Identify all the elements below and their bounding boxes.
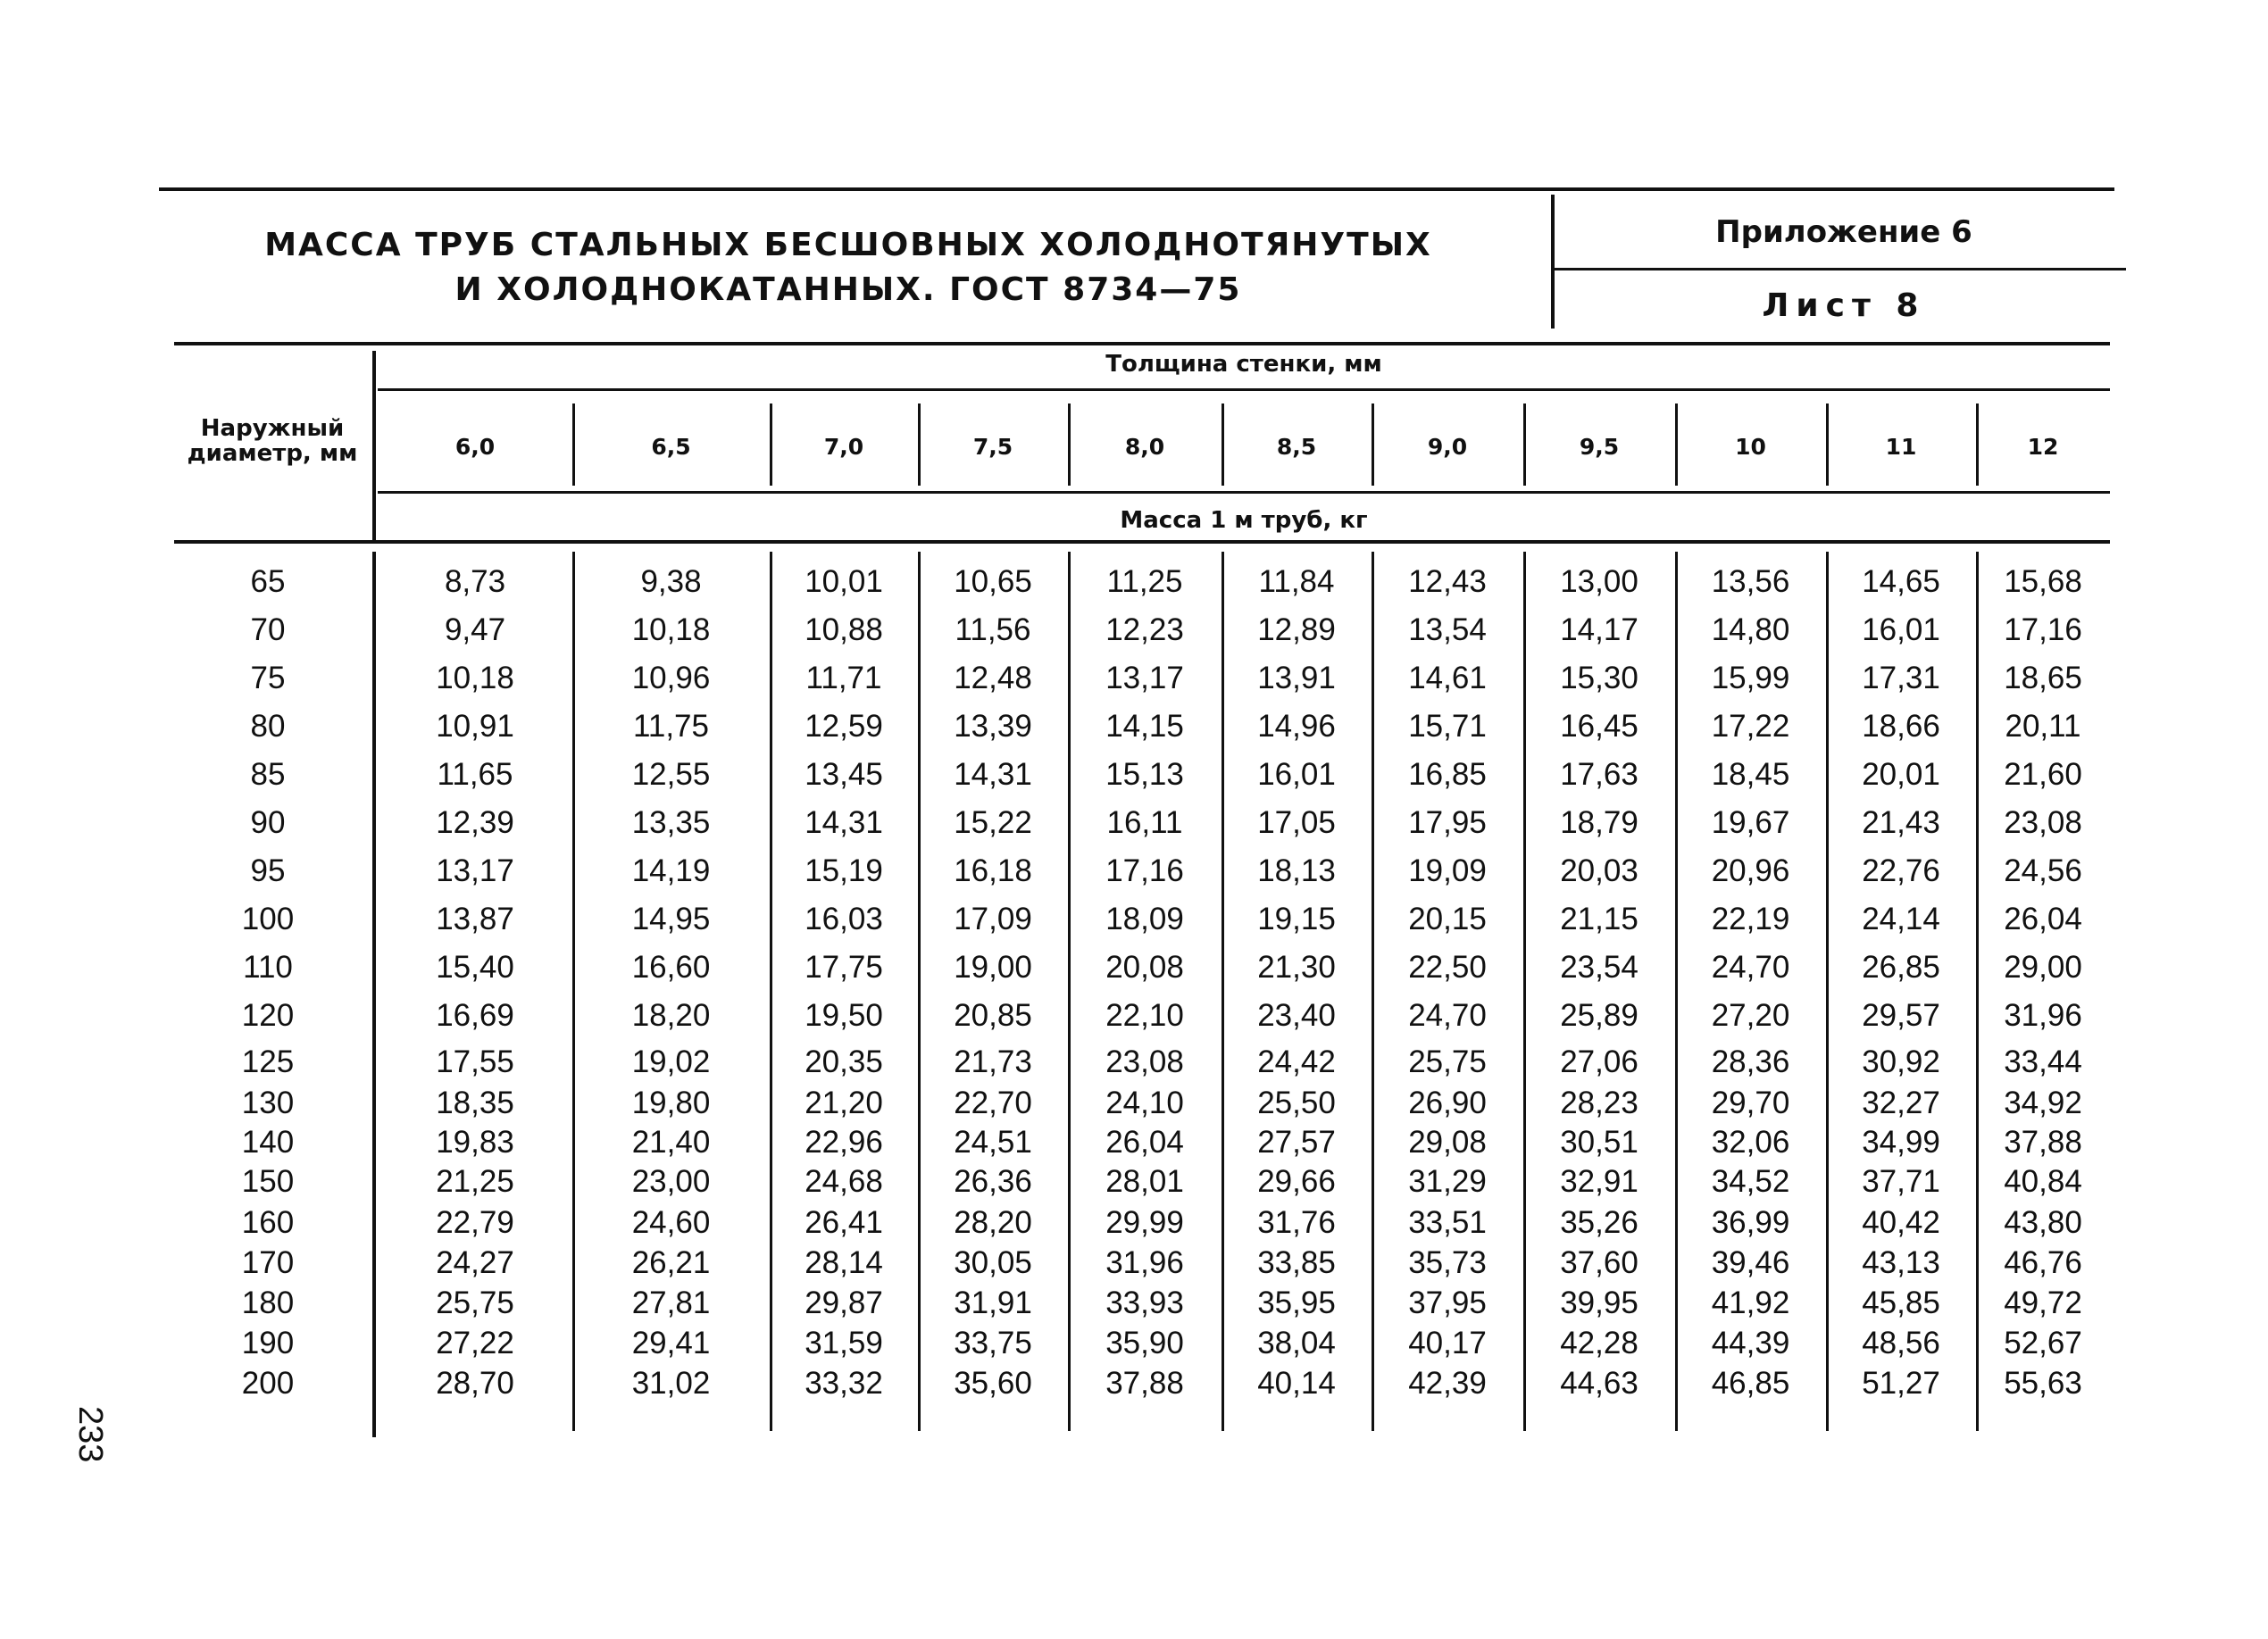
mass-cell: 27,81 [631,1285,711,1320]
mass-cell: 10,88 [805,612,883,647]
column-divider-header [1068,404,1071,486]
thickness-column-header: 7,0 [823,434,864,460]
mass-cell: 29,70 [1711,1086,1790,1120]
mass-cell: 17,75 [805,950,883,985]
mass-cell: 22,50 [1408,950,1487,985]
mass-cell: 19,02 [631,1044,711,1079]
mass-cell: 11,56 [955,612,1031,647]
mass-cell: 19,15 [1257,902,1336,936]
mass-cell: 28,20 [954,1205,1032,1240]
mass-cell: 28,14 [805,1245,883,1280]
mass-cell: 46,76 [2004,1245,2082,1280]
mass-cell: 20,08 [1105,950,1184,985]
sheet-label: Лист 8 [1762,287,1926,324]
outer-diameter-cell: 125 [241,1044,295,1079]
mass-cell: 33,85 [1257,1245,1336,1280]
mass-cell: 11,84 [1258,564,1335,599]
mass-cell: 18,66 [1862,709,1940,744]
mass-cell: 18,13 [1257,853,1336,888]
mass-cell: 21,43 [1862,805,1940,840]
mass-cell: 38,04 [1257,1326,1336,1360]
wall-thickness-header: Толщина стенки, мм [1105,351,1382,378]
column-divider-header [770,404,772,486]
mass-cell: 18,35 [436,1086,514,1120]
column-divider-body [572,552,575,1431]
column-divider-header [572,404,575,486]
mass-cell: 26,36 [954,1164,1032,1199]
mass-cell: 35,73 [1408,1245,1487,1280]
mass-cell: 10,96 [631,661,711,695]
mass-cell: 30,05 [954,1245,1032,1280]
mass-cell: 24,51 [954,1125,1032,1160]
mass-cell: 24,68 [805,1164,883,1199]
mass-cell: 17,55 [436,1044,514,1079]
thickness-column-header: 11 [1885,434,1917,460]
mass-cell: 12,39 [436,805,514,840]
mass-cell: 25,75 [1408,1044,1487,1079]
row-header-divider [372,351,376,540]
mass-cell: 20,15 [1408,902,1487,936]
mass-cell: 20,03 [1560,853,1638,888]
mass-cell: 24,70 [1408,998,1487,1033]
mass-cell: 21,25 [436,1164,514,1199]
mass-cell: 24,10 [1105,1086,1184,1120]
mass-cell: 23,00 [631,1164,711,1199]
mass-cell: 20,85 [954,998,1032,1033]
outer-diameter-cell: 120 [241,998,295,1033]
mass-cell: 44,63 [1560,1366,1638,1401]
mass-cell: 19,50 [805,998,883,1033]
row-header-text: Наружный диаметр, мм [187,415,358,467]
mass-cell: 16,60 [631,950,711,985]
mass-cell: 12,48 [954,661,1032,695]
mass-cell: 11,65 [437,757,513,792]
mass-cell: 40,17 [1408,1326,1487,1360]
mass-header: Масса 1 м труб, кг [1120,507,1368,534]
mass-cell: 32,27 [1862,1086,1940,1120]
mass-cell: 19,67 [1711,805,1790,840]
mass-cell: 22,70 [954,1086,1032,1120]
mass-cell: 17,22 [1711,709,1790,744]
mass-cell: 18,09 [1105,902,1184,936]
thickness-column-header: 8,5 [1276,434,1317,460]
column-divider-body [1222,552,1224,1431]
mass-cell: 29,57 [1862,998,1940,1033]
mass-cell: 35,90 [1105,1326,1184,1360]
mass-cell: 34,52 [1711,1164,1790,1199]
mass-cell: 26,04 [1105,1125,1184,1160]
column-divider-body [1976,552,1979,1431]
thickness-column-header: 10 [1735,434,1766,460]
mass-cell: 13,00 [1560,564,1638,599]
mass-cell: 16,85 [1408,757,1487,792]
mass-cell: 13,35 [631,805,711,840]
mass-cell: 30,51 [1560,1125,1638,1160]
mass-cell: 18,45 [1711,757,1790,792]
mass-cell: 32,06 [1711,1125,1790,1160]
outer-diameter-cell: 180 [241,1285,295,1320]
mass-cell: 21,20 [805,1086,883,1120]
mass-cell: 20,35 [805,1044,883,1079]
mass-cell: 14,96 [1257,709,1336,744]
page-number: 233 [71,1406,109,1463]
mass-cell: 10,01 [805,564,883,599]
outer-diameter-cell: 90 [250,805,286,840]
mass-cell: 13,17 [436,853,514,888]
mass-cell: 29,08 [1408,1125,1487,1160]
mass-cell: 25,50 [1257,1086,1336,1120]
mass-cell: 31,59 [805,1326,883,1360]
outer-diameter-cell: 170 [241,1245,295,1280]
mass-cell: 29,00 [2004,950,2082,985]
mass-cell: 33,93 [1105,1285,1184,1320]
mass-cell: 39,46 [1711,1245,1790,1280]
mass-cell: 15,22 [954,805,1032,840]
column-divider-header [1222,404,1224,486]
column-divider-body [1523,552,1526,1431]
mass-cell: 21,60 [2004,757,2082,792]
mass-cell: 12,89 [1257,612,1336,647]
mass-cell: 20,01 [1862,757,1940,792]
mass-cell: 10,18 [436,661,514,695]
mass-cell: 20,96 [1711,853,1790,888]
mass-cell: 15,13 [1105,757,1184,792]
column-divider-body [1675,552,1678,1431]
mass-cell: 35,60 [954,1366,1032,1401]
mass-cell: 42,39 [1408,1366,1487,1401]
mass-cell: 25,89 [1560,998,1638,1033]
mass-cell: 14,17 [1560,612,1638,647]
mass-cell: 27,57 [1257,1125,1336,1160]
mass-cell: 14,31 [954,757,1032,792]
mass-cell: 15,68 [2004,564,2082,599]
mass-cell: 14,19 [631,853,711,888]
mass-cell: 13,45 [805,757,883,792]
outer-diameter-cell: 200 [241,1366,295,1401]
mass-cell: 27,22 [436,1326,514,1360]
title-line-2: И ХОЛОДНОКАТАННЫХ. ГОСТ 8734—75 [454,271,1242,308]
mass-cell: 16,01 [1862,612,1940,647]
mass-cell: 34,92 [2004,1086,2082,1120]
mass-cell: 39,95 [1560,1285,1638,1320]
mass-cell: 9,47 [444,612,506,647]
column-divider-header [1675,404,1678,486]
mass-cell: 13,91 [1257,661,1336,695]
mass-cell: 40,42 [1862,1205,1940,1240]
mass-cell: 13,56 [1711,564,1790,599]
mass-cell: 27,20 [1711,998,1790,1033]
mass-cell: 15,19 [805,853,883,888]
mass-cell: 26,41 [805,1205,883,1240]
outer-diameter-cell: 190 [241,1326,295,1360]
mass-cell: 23,40 [1257,998,1336,1033]
mass-cell: 31,96 [1105,1245,1184,1280]
outer-diameter-cell: 150 [241,1164,295,1199]
mass-cell: 11,25 [1106,564,1183,599]
mass-cell: 34,99 [1862,1125,1940,1160]
mass-cell: 31,91 [954,1285,1032,1320]
mass-cell: 8,73 [444,564,506,599]
mass-cell: 19,83 [436,1125,514,1160]
mass-cell: 10,65 [954,564,1032,599]
mass-cell: 10,91 [436,709,514,744]
mass-cell: 15,30 [1560,661,1638,695]
mass-cell: 40,14 [1257,1366,1336,1401]
mass-cell: 12,59 [805,709,883,744]
mass-cell: 23,08 [1105,1044,1184,1079]
mass-cell: 18,79 [1560,805,1638,840]
outer-diameter-cell: 65 [250,564,286,599]
header-bottom-rule [174,540,2110,544]
mass-cell: 33,75 [954,1326,1032,1360]
column-divider-header [1826,404,1829,486]
appendix-label: Приложение 6 [1715,214,1972,250]
mass-cell: 22,79 [436,1205,514,1240]
mass-cell: 11,75 [633,709,709,744]
thickness-column-header: 9,5 [1579,434,1620,460]
mass-cell: 15,40 [436,950,514,985]
outer-diameter-cell: 130 [241,1086,295,1120]
mass-cell: 14,61 [1408,661,1487,695]
mass-cell: 29,41 [631,1326,711,1360]
thickness-column-header: 6,0 [454,434,496,460]
mass-cell: 25,75 [436,1285,514,1320]
title-line-1: МАССА ТРУБ СТАЛЬНЫХ БЕСШОВНЫХ ХОЛОДНОТЯНУТЫХ [264,227,1432,263]
mass-cell: 43,80 [2004,1205,2082,1240]
mass-cell: 33,44 [2004,1044,2082,1079]
mass-cell: 33,32 [805,1366,883,1401]
mass-cell: 14,65 [1862,564,1940,599]
mass-cell: 15,71 [1408,709,1487,744]
mass-cell: 49,72 [2004,1285,2082,1320]
mass-cell: 12,43 [1408,564,1487,599]
mass-cell: 13,87 [436,902,514,936]
mass-cell: 22,76 [1862,853,1940,888]
mass-cell: 22,96 [805,1125,883,1160]
mass-cell: 24,56 [2004,853,2082,888]
mass-cell: 16,03 [805,902,883,936]
mass-cell: 24,42 [1257,1044,1336,1079]
mass-cell: 41,92 [1711,1285,1790,1320]
mass-cell: 14,15 [1105,709,1184,744]
mass-cell: 11,71 [805,661,882,695]
outer-diameter-cell: 160 [241,1205,295,1240]
mass-cell: 9,38 [640,564,702,599]
mass-cell: 16,69 [436,998,514,1033]
mass-cell: 16,18 [954,853,1032,888]
mass-cell: 31,02 [631,1366,711,1401]
outer-diameter-cell: 100 [241,902,295,936]
document-title [161,223,1536,312]
mass-cell: 14,80 [1711,612,1790,647]
mass-cell: 17,05 [1257,805,1336,840]
mass-cell: 16,45 [1560,709,1638,744]
outer-diameter-cell: 80 [250,709,286,744]
mass-cell: 36,99 [1711,1205,1790,1240]
column-divider-header [1372,404,1374,486]
mass-cell: 24,27 [436,1245,514,1280]
mass-cell: 52,67 [2004,1326,2082,1360]
table-top-rule [174,342,2110,345]
mass-cell: 15,99 [1711,661,1790,695]
outer-diameter-cell: 75 [250,661,286,695]
column-divider-body [1826,552,1829,1431]
mass-cell: 14,95 [631,902,711,936]
mass-cell: 24,70 [1711,950,1790,985]
appendix-sheet-rule [1555,268,2126,270]
mass-cell: 18,20 [631,998,711,1033]
mass-cell: 26,85 [1862,950,1940,985]
mass-cell: 26,04 [2004,902,2082,936]
mass-cell: 31,96 [2004,998,2082,1033]
column-divider-header [918,404,921,486]
thickness-column-header: 6,5 [651,434,691,460]
mass-cell: 31,29 [1408,1164,1487,1199]
outer-diameter-cell: 95 [250,853,286,888]
mass-cell: 21,15 [1560,902,1638,936]
mass-cell: 19,80 [631,1086,711,1120]
mass-cell: 30,92 [1862,1044,1940,1079]
mass-cell: 33,51 [1408,1205,1487,1240]
mass-cell: 23,08 [2004,805,2082,840]
thickness-column-header: 9,0 [1427,434,1468,460]
mass-cell: 26,90 [1408,1086,1487,1120]
top-rule [159,187,2114,191]
mass-cell: 17,95 [1408,805,1487,840]
mass-cell: 17,16 [2004,612,2082,647]
mass-cell: 55,63 [2004,1366,2082,1401]
mass-cell: 14,31 [805,805,883,840]
row-header [179,416,366,466]
mass-cell: 17,09 [954,902,1032,936]
mass-cell: 45,85 [1862,1285,1940,1320]
mass-cell: 37,95 [1408,1285,1487,1320]
mass-cell: 29,99 [1105,1205,1184,1240]
column-divider-header [1523,404,1526,486]
mass-cell: 28,01 [1105,1164,1184,1199]
thickness-column-header: 7,5 [972,434,1013,460]
mass-cell: 44,39 [1711,1326,1790,1360]
mass-cell: 19,00 [954,950,1032,985]
outer-diameter-cell: 110 [243,950,293,985]
mass-cell: 48,56 [1862,1326,1940,1360]
mass-cell: 21,30 [1257,950,1336,985]
column-divider-body [1068,552,1071,1431]
mass-cell: 40,84 [2004,1164,2082,1199]
thickness-row-rule [378,491,2110,494]
mass-cell: 26,21 [631,1245,711,1280]
column-divider-body [918,552,921,1431]
mass-cell: 28,23 [1560,1086,1638,1120]
mass-cell: 42,28 [1560,1326,1638,1360]
mass-cell: 32,91 [1560,1164,1638,1199]
mass-cell: 29,87 [805,1285,883,1320]
mass-cell: 35,95 [1257,1285,1336,1320]
header-divider [1551,195,1555,329]
outer-diameter-cell: 140 [241,1125,295,1160]
row-header-divider-body [372,552,376,1437]
mass-cell: 37,71 [1862,1164,1940,1199]
mass-cell: 20,11 [2005,709,2081,744]
mass-cell: 18,65 [2004,661,2082,695]
wall-header-rule [378,388,2110,391]
mass-cell: 17,16 [1105,853,1184,888]
mass-cell: 13,39 [954,709,1032,744]
column-divider-body [1372,552,1374,1431]
mass-cell: 19,09 [1408,853,1487,888]
mass-cell: 21,40 [631,1125,711,1160]
column-divider-header [1976,404,1979,486]
mass-cell: 29,66 [1257,1164,1336,1199]
mass-cell: 43,13 [1862,1245,1940,1280]
mass-cell: 31,76 [1257,1205,1336,1240]
mass-cell: 24,14 [1862,902,1940,936]
mass-cell: 22,19 [1711,902,1790,936]
column-divider-body [770,552,772,1431]
mass-cell: 37,60 [1560,1245,1638,1280]
mass-cell: 27,06 [1560,1044,1638,1079]
mass-cell: 51,27 [1862,1366,1940,1401]
mass-cell: 22,10 [1105,998,1184,1033]
outer-diameter-cell: 85 [250,757,286,792]
mass-cell: 12,23 [1105,612,1184,647]
mass-cell: 16,11 [1106,805,1183,840]
mass-cell: 13,17 [1105,661,1184,695]
mass-cell: 21,73 [954,1044,1032,1079]
mass-cell: 13,54 [1408,612,1487,647]
thickness-column-header: 12 [2027,434,2059,460]
mass-cell: 28,70 [436,1366,514,1401]
mass-cell: 37,88 [2004,1125,2082,1160]
mass-cell: 37,88 [1105,1366,1184,1401]
mass-cell: 12,55 [631,757,711,792]
outer-diameter-cell: 70 [250,612,286,647]
mass-cell: 46,85 [1711,1366,1790,1401]
mass-cell: 10,18 [631,612,711,647]
mass-cell: 23,54 [1560,950,1638,985]
mass-cell: 17,63 [1560,757,1638,792]
mass-cell: 24,60 [631,1205,711,1240]
mass-cell: 16,01 [1257,757,1336,792]
mass-cell: 28,36 [1711,1044,1790,1079]
mass-cell: 35,26 [1560,1205,1638,1240]
mass-cell: 17,31 [1862,661,1940,695]
thickness-column-header: 8,0 [1124,434,1165,460]
